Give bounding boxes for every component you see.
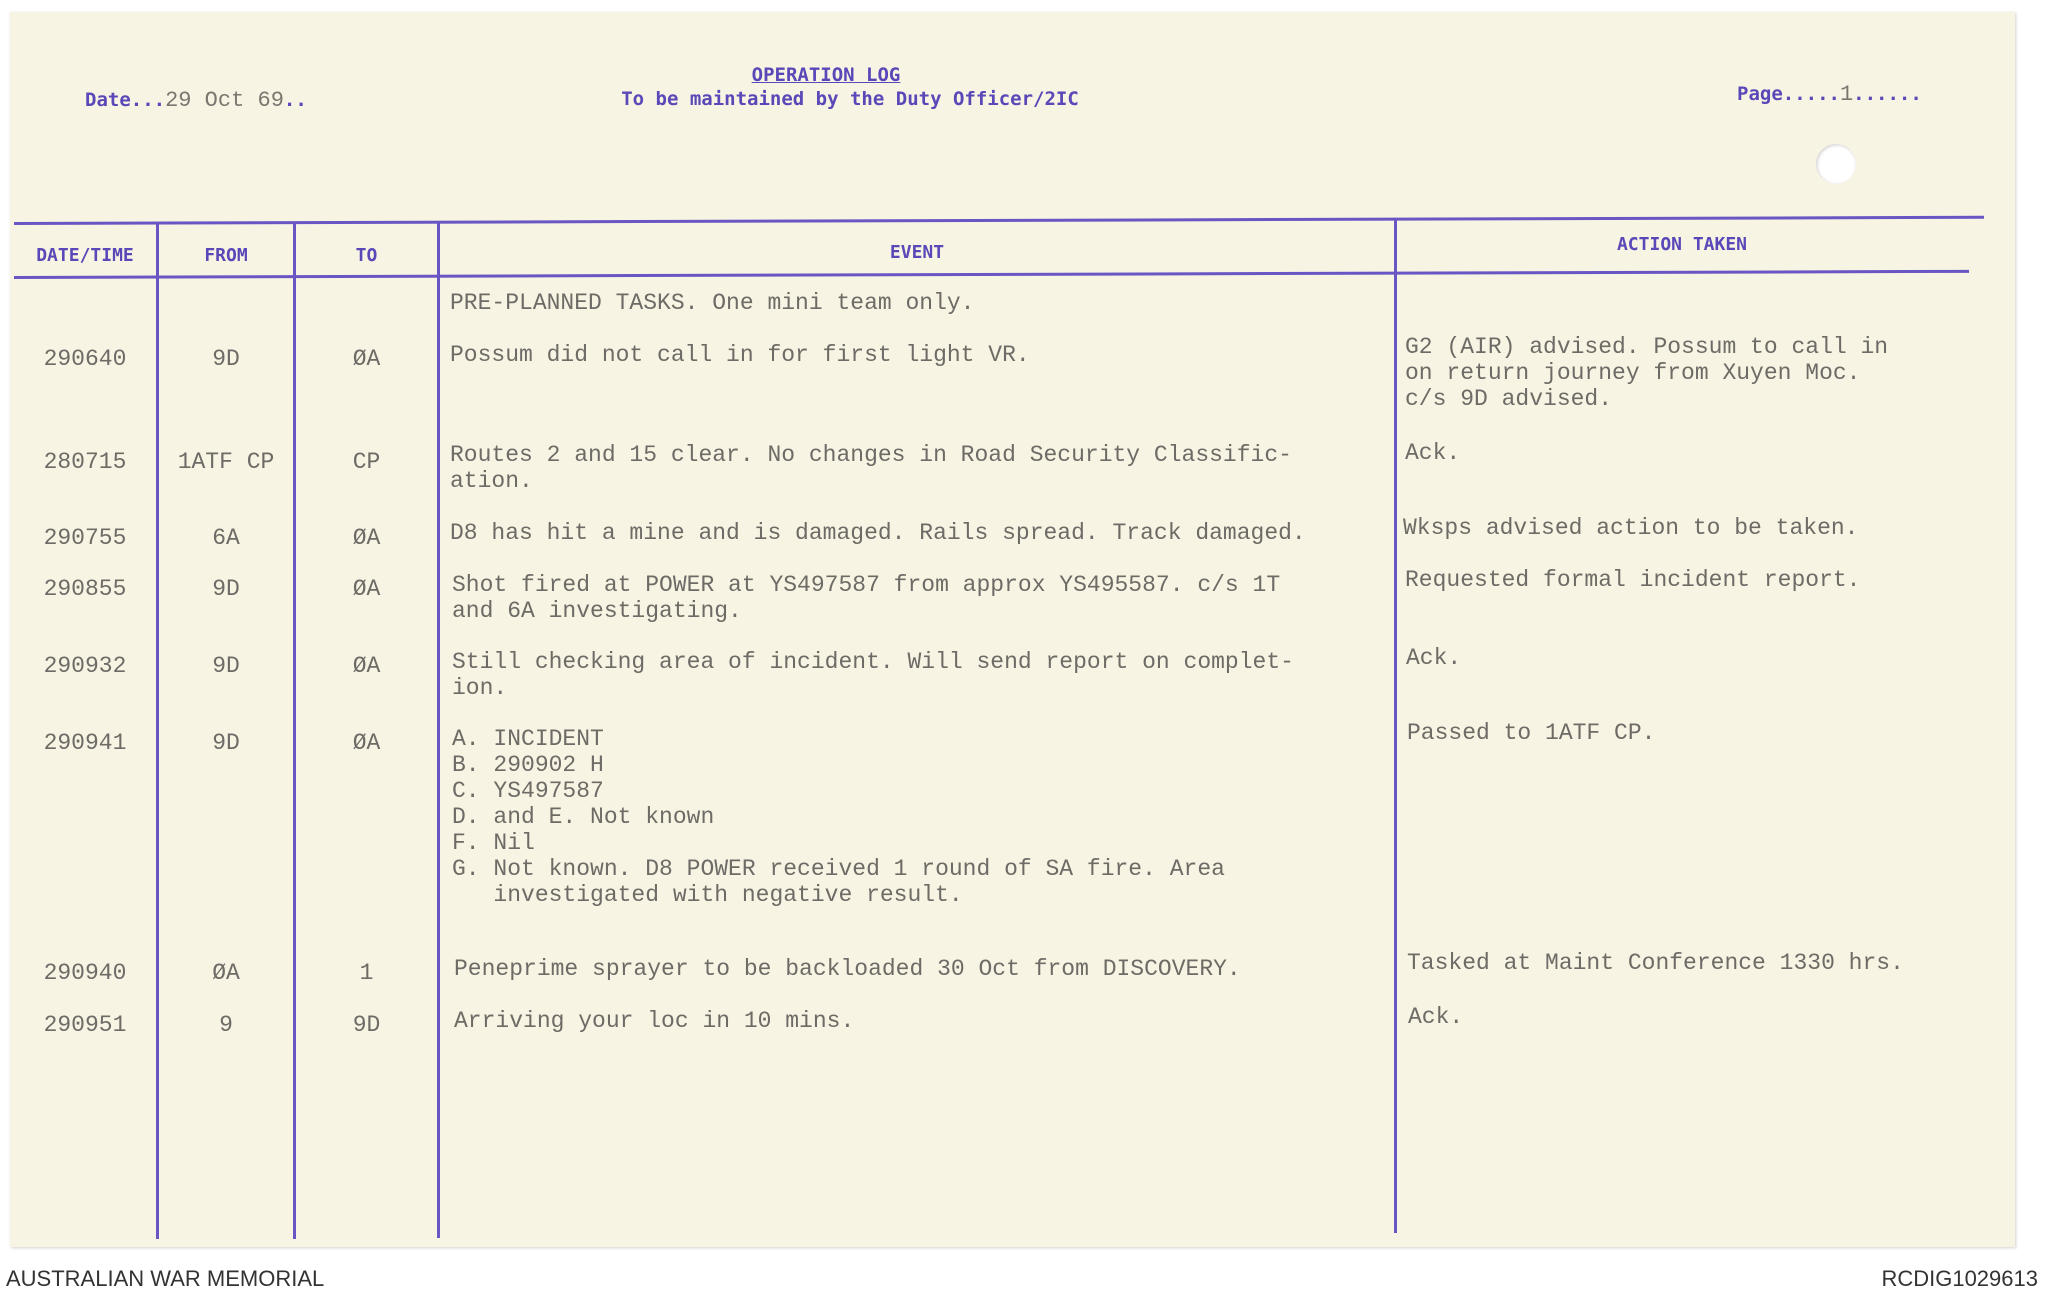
date-dots: .. bbox=[283, 89, 307, 111]
from-cell: ØA bbox=[212, 960, 240, 986]
action-cell: Ack. bbox=[1405, 440, 1461, 466]
date-label: Date... bbox=[85, 89, 166, 111]
to-cell: ØA bbox=[352, 576, 381, 602]
footer-record-id: RCDIG1029613 bbox=[1881, 1266, 2038, 1291]
table-top-rule bbox=[14, 216, 1984, 225]
event-cell: Routes 2 and 15 clear. No changes in Road Security Classific- ation. bbox=[450, 442, 1292, 494]
punch-hole bbox=[1816, 144, 1856, 184]
datetime-cell: 290640 bbox=[43, 346, 127, 372]
from-cell: 9D bbox=[212, 346, 240, 372]
event-cell: D8 has hit a mine and is damaged. Rails spread. Track damaged. bbox=[450, 520, 1306, 546]
col-divider-3 bbox=[437, 223, 440, 1238]
from-cell: 9 bbox=[219, 1012, 233, 1038]
to-cell: CP bbox=[352, 449, 381, 475]
date-value: 29 Oct 69 bbox=[165, 88, 284, 113]
col-divider-4 bbox=[1394, 218, 1397, 1233]
log-subtitle: To be maintained by the Duty Officer/2IC bbox=[621, 88, 1079, 110]
to-cell: 1 bbox=[359, 960, 374, 986]
to-cell: ØA bbox=[352, 730, 381, 756]
page-field bbox=[1737, 82, 1922, 107]
footer-credit: AUSTRALIAN WAR MEMORIAL bbox=[6, 1266, 325, 1291]
log-title: OPERATION LOG bbox=[751, 64, 901, 86]
datetime-cell: 290940 bbox=[43, 960, 127, 986]
event-cell: Still checking area of incident. Will send report on complet- ion. bbox=[452, 649, 1294, 701]
from-cell: 6A bbox=[212, 525, 240, 551]
event-cell: Peneprime sprayer to be backloaded 30 Oct from DISCOVERY. bbox=[454, 956, 1241, 982]
col-header-action: ACTION TAKEN bbox=[1616, 234, 1748, 255]
from-cell: 9D bbox=[212, 653, 240, 679]
datetime-cell: 290941 bbox=[43, 730, 127, 756]
event-cell: A. INCIDENT B. 290902 H C. YS497587 D. and E. Not known F. Nil G. Not known. D8 POWER received 1 round of SA fire. Area investigated with negative result. bbox=[452, 726, 1225, 908]
event-cell: Arriving your loc in 10 mins. bbox=[454, 1008, 855, 1034]
col-header-datetime: DATE/TIME bbox=[36, 245, 134, 266]
datetime-cell: 290932 bbox=[43, 653, 127, 679]
header-bottom-rule bbox=[14, 270, 1969, 279]
event-cell: Shot fired at POWER at YS497587 from approx YS495587. c/s 1T and 6A investigating. bbox=[452, 572, 1281, 624]
page-value: 1 bbox=[1839, 82, 1854, 107]
action-cell: Tasked at Maint Conference 1330 hrs. bbox=[1407, 950, 1904, 976]
date-field bbox=[85, 88, 307, 113]
event-cell: Possum did not call in for first light VR. bbox=[450, 342, 1030, 368]
action-cell: Passed to 1ATF CP. bbox=[1407, 720, 1656, 746]
col-header-event: EVENT bbox=[889, 242, 945, 263]
page-label: Page..... bbox=[1737, 83, 1840, 105]
from-cell: 9D bbox=[212, 576, 240, 602]
action-cell: Wksps advised action to be taken. bbox=[1403, 515, 1859, 541]
log-sheet bbox=[10, 12, 2015, 1247]
to-cell: ØA bbox=[352, 525, 381, 551]
col-header-from: FROM bbox=[204, 245, 248, 266]
col-header-to: TO bbox=[355, 245, 378, 266]
from-cell: 9D bbox=[212, 730, 240, 756]
page-dots: ...... bbox=[1853, 83, 1922, 105]
datetime-cell: 290855 bbox=[43, 576, 127, 602]
action-cell: Ack. bbox=[1406, 645, 1462, 671]
action-cell: Ack. bbox=[1408, 1004, 1464, 1030]
datetime-cell: 290755 bbox=[43, 525, 127, 551]
to-cell: ØA bbox=[352, 653, 381, 679]
to-cell: 9D bbox=[352, 1012, 381, 1038]
to-cell: ØA bbox=[352, 346, 381, 372]
action-cell: Requested formal incident report. bbox=[1405, 567, 1861, 593]
event-cell: PRE-PLANNED TASKS. One mini team only. bbox=[450, 290, 975, 316]
datetime-cell: 290951 bbox=[43, 1012, 127, 1038]
action-cell: G2 (AIR) advised. Possum to call in on return journey from Xuyen Moc. c/s 9D advised. bbox=[1405, 334, 1889, 412]
from-cell: 1ATF CP bbox=[177, 449, 275, 475]
datetime-cell: 280715 bbox=[43, 449, 127, 475]
